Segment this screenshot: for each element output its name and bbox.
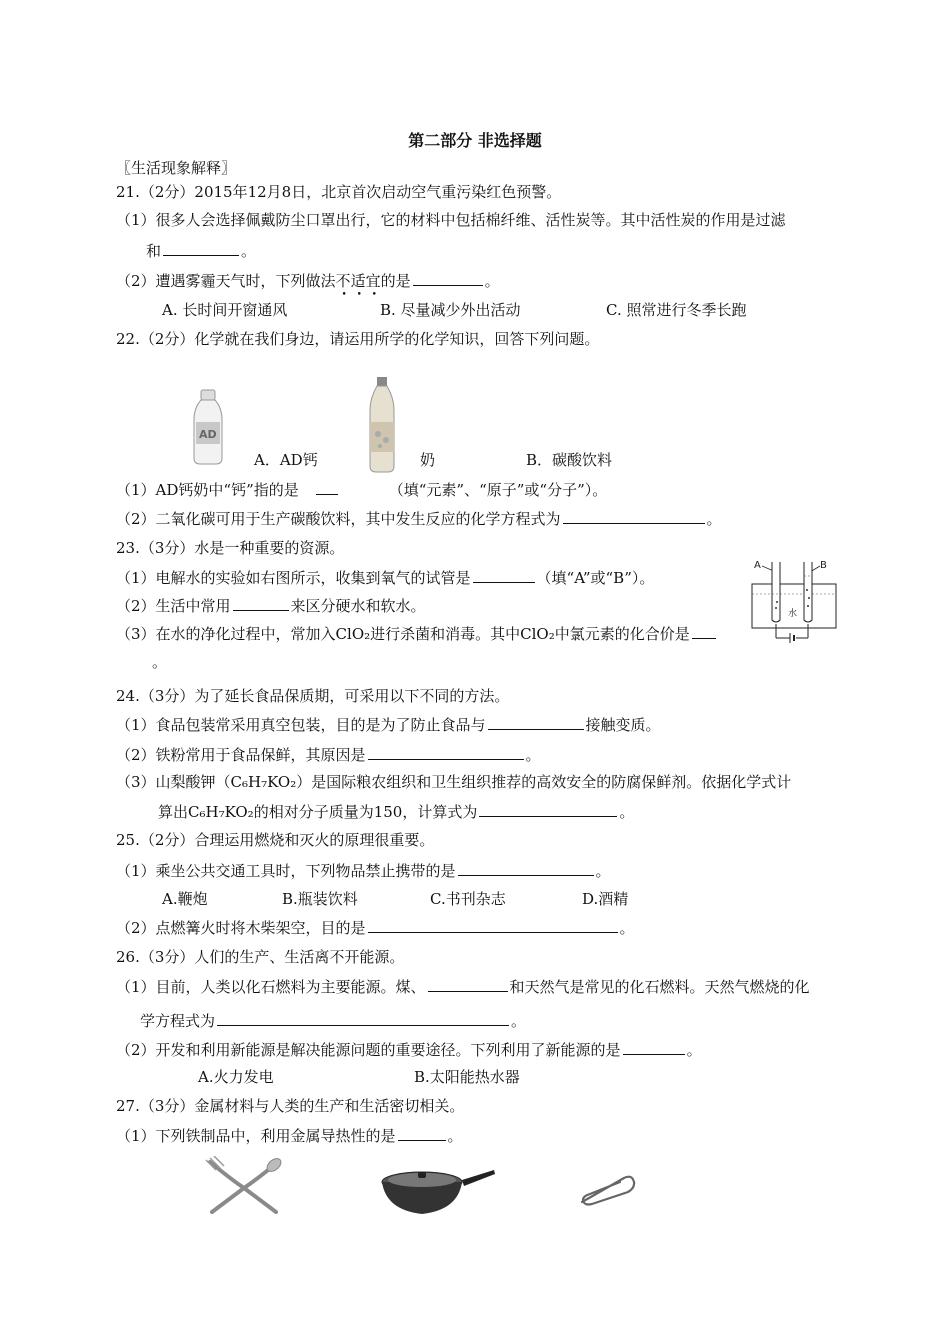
q22-part1: （1）AD钙奶中“钙”指的是 （填“元素”、“原子”或“分子”）。 bbox=[116, 481, 608, 499]
water-label: 水 bbox=[788, 609, 798, 619]
svg-text:AD: AD bbox=[199, 428, 217, 441]
q25-blank2[interactable] bbox=[368, 917, 618, 933]
q22-label-a: A．AD钙 bbox=[254, 451, 318, 469]
q27-blank1[interactable] bbox=[398, 1125, 446, 1141]
q25-blank1[interactable] bbox=[458, 860, 594, 876]
q25-option-b: B.瓶装饮料 bbox=[282, 890, 358, 908]
part-title: 第二部分 非选择题 bbox=[408, 131, 542, 150]
wok-pan-image bbox=[378, 1160, 496, 1220]
q25-option-d: D.酒精 bbox=[582, 890, 629, 908]
q21-part1-line1: （1）很多人会选择佩戴防尘口罩出行，它的材料中包括棉纤维、活性炭等。其中活性炭的作用是过滤 bbox=[116, 211, 786, 229]
q26-blank2[interactable] bbox=[217, 1010, 509, 1026]
q22-part2: （2）二氧化碳可用于生产碳酸饮料，其中发生反应的化学方程式为 。 bbox=[116, 510, 722, 528]
q21-part1-line2: 和 。 bbox=[146, 242, 257, 260]
q24-part2: （2）铁粉常用于食品保鲜，其原因是 。 bbox=[116, 746, 541, 764]
q22-label-b: B．碳酸饮料 bbox=[526, 451, 613, 469]
q25-part1: （1）乘坐公共交通工具时，下列物品禁止携带的是 。 bbox=[116, 862, 611, 880]
q21-option-b: B. 尽量减少外出活动 bbox=[380, 301, 521, 319]
tube-b-label: B bbox=[820, 560, 827, 571]
fork-and-spoon-image bbox=[204, 1156, 284, 1216]
tube-a-label: A bbox=[754, 560, 761, 571]
q23-part3: （3）在水的净化过程中，常加入ClO₂进行杀菌和消毒。其中ClO₂中氯元素的化合价是 bbox=[116, 623, 718, 644]
q27-part1: （1）下列铁制品中，利用金属导热性的是 。 bbox=[116, 1127, 463, 1145]
q26-option-b: B.太阳能热水器 bbox=[414, 1068, 520, 1086]
q23-part1: （1）电解水的实验如右图所示，收集到氧气的试管是 （填“A”或“B”）。 bbox=[116, 569, 655, 587]
q26-option-a: A.火力发电 bbox=[198, 1068, 274, 1086]
q24-blank3[interactable] bbox=[479, 801, 617, 817]
q25-stem: 25.（2分）合理运用燃烧和灭火的原理很重要。 bbox=[116, 831, 435, 849]
q22-blank1-underline bbox=[316, 494, 338, 495]
q22-blank2[interactable] bbox=[563, 508, 705, 524]
q24-stem: 24.（3分）为了延长食品保质期，可采用以下不同的方法。 bbox=[116, 687, 510, 705]
q24-blank1[interactable] bbox=[488, 714, 584, 730]
q22-stem: 22.（2分）化学就在我们身边，请运用所学的化学知识，回答下列问题。 bbox=[116, 330, 600, 348]
q21-stem: 21.（2分）2015年12月8日，北京首次启动空气重污染红色预警。 bbox=[116, 183, 562, 201]
paper-clip-image bbox=[574, 1172, 636, 1208]
q22-label-a-cont: 奶 bbox=[420, 451, 436, 469]
q26-blank3[interactable] bbox=[623, 1039, 685, 1055]
q23-part2: （2）生活中常用 来区分硬水和软水。 bbox=[116, 597, 426, 615]
ad-calcium-milk-bottle-image bbox=[190, 388, 226, 466]
q25-option-a: A.鞭炮 bbox=[162, 890, 208, 908]
q26-part1-line1: （1）目前，人类以化石燃料为主要能源。煤、 和天然气是常见的化石燃料。天然气燃烧的化 bbox=[116, 978, 810, 996]
q23-blank1[interactable] bbox=[473, 567, 535, 583]
q21-blank1[interactable] bbox=[163, 240, 239, 256]
q25-part2: （2）点燃篝火时将木柴架空，目的是 。 bbox=[116, 919, 635, 937]
q26-blank1[interactable] bbox=[428, 976, 508, 992]
q21-part2: （2）遭遇雾霾天气时，下列做法不适宜的是 。 bbox=[116, 272, 500, 290]
q26-stem: 26.（3分）人们的生产、生活离不开能源。 bbox=[116, 948, 405, 966]
q21-option-c: C. 照常进行冬季长跑 bbox=[606, 301, 747, 319]
q24-part3-line1: （3）山梨酸钾（C₆H₇KO₂）是国际粮农组织和卫生组织推荐的高效安全的防腐保鲜剂。依据化学式计 bbox=[116, 773, 792, 791]
section-heading: 〖生活现象解释〗 bbox=[116, 159, 237, 177]
q26-part2: （2）开发和利用新能源是解决能源问题的重要途径。下列利用了新能源的是 。 bbox=[116, 1041, 702, 1059]
q23-part3-end: 。 bbox=[152, 653, 168, 671]
q21-option-a: A. 长时间开窗通风 bbox=[162, 301, 288, 319]
q23-stem: 23.（3分）水是一种重要的资源。 bbox=[116, 539, 345, 557]
q26-part1-line2: 学方程式为 。 bbox=[140, 1012, 527, 1030]
q24-blank2[interactable] bbox=[368, 744, 524, 760]
q24-part1: （1）食品包装常采用真空包装，目的是为了防止食品与 接触变质。 bbox=[116, 716, 661, 734]
carbonated-drink-bottle-image bbox=[364, 376, 400, 474]
q25-option-c: C.书刊杂志 bbox=[430, 890, 506, 908]
electrolysis-apparatus-diagram bbox=[748, 554, 840, 646]
q24-part3-line2: 算出C₆H₇KO₂的相对分子质量为150，计算式为 。 bbox=[158, 803, 635, 821]
q22-blank1[interactable] bbox=[301, 479, 387, 495]
q21-blank2[interactable] bbox=[413, 270, 483, 286]
q23-blank2[interactable] bbox=[233, 595, 289, 611]
q27-stem: 27.（3分）金属材料与人类的生产和生活密切相关。 bbox=[116, 1097, 465, 1115]
q23-blank3[interactable] bbox=[692, 623, 716, 639]
